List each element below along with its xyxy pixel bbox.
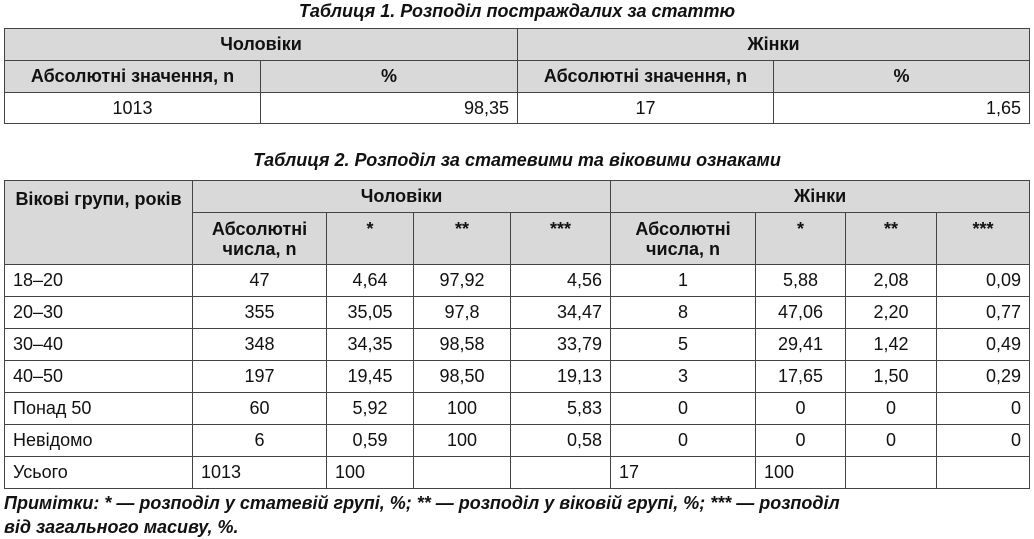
table1-women-pct: 1,65: [774, 93, 1030, 124]
table-cell: 97,92: [414, 265, 511, 297]
table1-women-header: Жінки: [518, 29, 1030, 61]
table-cell: 17: [611, 457, 756, 489]
table-cell: 100: [414, 425, 511, 457]
table-cell: 355: [193, 297, 327, 329]
table2-women-star2-header: **: [846, 213, 937, 265]
table-cell: 0,49: [937, 329, 1030, 361]
table-cell: 47: [193, 265, 327, 297]
table2: [4, 180, 1030, 489]
table-cell: 0: [846, 393, 937, 425]
table-cell: 1013: [193, 457, 327, 489]
table-cell: 0: [846, 425, 937, 457]
table-row: [5, 297, 1030, 329]
table2-men-header: Чоловіки: [193, 181, 611, 213]
table2-men-star1-header: *: [327, 213, 414, 265]
table2-women-abs-header: Абсолютні числа, n: [611, 213, 756, 265]
note-line-1: Примітки: * — розподіл у статевій групі, %; ** — розподіл у віковій групі, %; *** — розподіл: [4, 493, 840, 513]
table-cell: 0,58: [511, 425, 611, 457]
table-cell: 8: [611, 297, 756, 329]
table1-men-abs-header: Абсолютні значення, n: [5, 61, 261, 93]
table-cell: 34,35: [327, 329, 414, 361]
table1-men-abs: 1013: [5, 93, 261, 124]
table-cell: 5: [611, 329, 756, 361]
table-cell: 4,56: [511, 265, 611, 297]
table-cell: 0,29: [937, 361, 1030, 393]
table-row: [5, 265, 1030, 297]
table-cell: 0,09: [937, 265, 1030, 297]
table-row: [5, 329, 1030, 361]
table1-women-abs-header: Абсолютні значення, n: [518, 61, 774, 93]
table-cell: 1: [611, 265, 756, 297]
table-cell: 0,77: [937, 297, 1030, 329]
table-cell: 197: [193, 361, 327, 393]
table-cell: 4,64: [327, 265, 414, 297]
table-cell: 34,47: [511, 297, 611, 329]
table2-women-header: Жінки: [611, 181, 1030, 213]
table-row: [5, 361, 1030, 393]
table-cell: 1,50: [846, 361, 937, 393]
table2-men-abs-header: Абсолютні числа, n: [193, 213, 327, 265]
table-cell: 19,45: [327, 361, 414, 393]
table-cell: [414, 457, 511, 489]
table1-men-pct: 98,35: [261, 93, 518, 124]
table-cell: Усього: [5, 457, 193, 489]
table-cell: 30–40: [5, 329, 193, 361]
table-cell: 0: [756, 393, 846, 425]
table-cell: 100: [414, 393, 511, 425]
table1-women-abs: 17: [518, 93, 774, 124]
table-cell: 60: [193, 393, 327, 425]
table-cell: 5,92: [327, 393, 414, 425]
table-row: [5, 425, 1030, 457]
table2-women-star3-header: ***: [937, 213, 1030, 265]
table-cell: 97,8: [414, 297, 511, 329]
table-cell: 5,83: [511, 393, 611, 425]
table2-men-star2-header: **: [414, 213, 511, 265]
table-row: [5, 393, 1030, 425]
table1-caption: Таблиця 1. Розподіл постраждалих за статтю: [298, 1, 736, 21]
table-cell: 98,58: [414, 329, 511, 361]
table-cell: 5,88: [756, 265, 846, 297]
table1-women-pct-header: %: [774, 61, 1030, 93]
table-cell: 18–20: [5, 265, 193, 297]
table-cell: 33,79: [511, 329, 611, 361]
table-cell: Понад 50: [5, 393, 193, 425]
table-cell: 29,41: [756, 329, 846, 361]
table-cell: 35,05: [327, 297, 414, 329]
table2-women-star1-header: *: [756, 213, 846, 265]
table-cell: 2,08: [846, 265, 937, 297]
table-cell: 0: [611, 393, 756, 425]
table2-age-header: Вікові групи, років: [5, 181, 193, 265]
table-cell: [846, 457, 937, 489]
table-cell: 47,06: [756, 297, 846, 329]
table-cell: 17,65: [756, 361, 846, 393]
table1: [4, 28, 1030, 124]
table2-body: [5, 265, 1030, 489]
table-cell: 1,42: [846, 329, 937, 361]
table-cell: 0: [756, 425, 846, 457]
table-cell: 6: [193, 425, 327, 457]
table-cell: [511, 457, 611, 489]
table-cell: 0: [937, 393, 1030, 425]
table-cell: 0: [611, 425, 756, 457]
table-cell: 0,59: [327, 425, 414, 457]
table-row: [5, 457, 1030, 489]
table-cell: 3: [611, 361, 756, 393]
table-cell: Невідомо: [5, 425, 193, 457]
table-cell: 348: [193, 329, 327, 361]
table-cell: [937, 457, 1030, 489]
table-cell: 20–30: [5, 297, 193, 329]
table-cell: 100: [327, 457, 414, 489]
table-cell: 100: [756, 457, 846, 489]
table-notes: [4, 491, 1024, 539]
note-line-2: від загального масиву, %.: [4, 517, 239, 537]
table-cell: 2,20: [846, 297, 937, 329]
table2-men-star3-header: ***: [511, 213, 611, 265]
table1-men-header: Чоловіки: [5, 29, 518, 61]
table-cell: 19,13: [511, 361, 611, 393]
table-cell: 0: [937, 425, 1030, 457]
table-cell: 40–50: [5, 361, 193, 393]
table1-men-pct-header: %: [261, 61, 518, 93]
table2-caption: Таблиця 2. Розподіл за статевими та віковими ознаками: [253, 150, 781, 170]
table-cell: 98,50: [414, 361, 511, 393]
